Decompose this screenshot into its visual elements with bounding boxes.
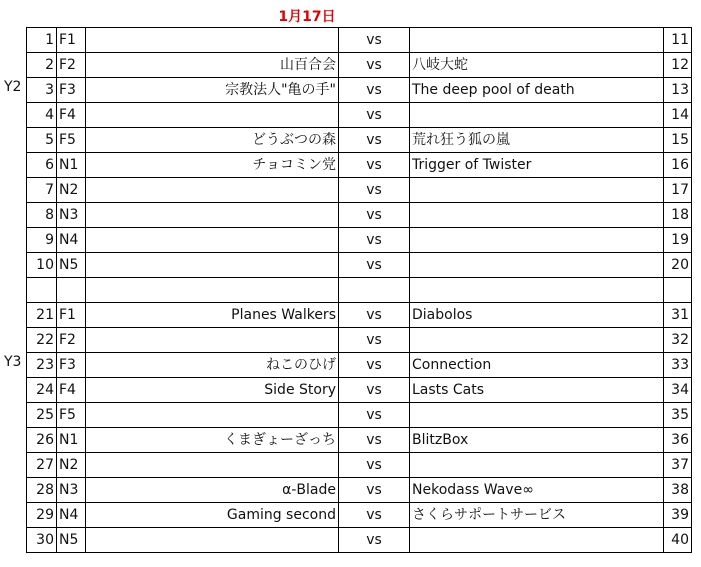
right-team-cell: Diabolos [410, 303, 664, 328]
opponent-number-cell: 14 [664, 103, 692, 128]
match-number-cell: 10 [27, 253, 57, 278]
opponent-number-cell: 18 [664, 203, 692, 228]
empty-cell [339, 278, 410, 303]
court-code-cell: F5 [57, 403, 86, 428]
table-row [27, 153, 692, 178]
table-row [27, 403, 692, 428]
table-row [27, 178, 692, 203]
match-number-cell: 23 [27, 353, 57, 378]
vs-cell: vs [339, 228, 410, 253]
court-code-cell: N1 [57, 153, 86, 178]
vs-cell: vs [339, 78, 410, 103]
vs-cell: vs [339, 453, 410, 478]
vs-cell: vs [339, 53, 410, 78]
left-team-cell [86, 228, 339, 253]
right-team-cell [410, 103, 664, 128]
court-code-cell: N3 [57, 478, 86, 503]
right-team-cell: Nekodass Wave∞ [410, 478, 664, 503]
left-team-cell [86, 453, 339, 478]
court-code-cell: F4 [57, 103, 86, 128]
opponent-number-cell: 35 [664, 403, 692, 428]
empty-cell [664, 278, 692, 303]
opponent-number-cell: 16 [664, 153, 692, 178]
match-number-cell: 30 [27, 528, 57, 553]
vs-cell: vs [339, 103, 410, 128]
match-number-cell: 7 [27, 178, 57, 203]
empty-cell [410, 278, 664, 303]
court-code-cell: N1 [57, 428, 86, 453]
left-team-cell: どうぶつの森 [86, 128, 339, 153]
match-number-cell: 2 [27, 53, 57, 78]
table-row [27, 128, 692, 153]
left-team-cell: ねこのひげ [86, 353, 339, 378]
table-row [27, 328, 692, 353]
vs-cell: vs [339, 303, 410, 328]
court-code-cell: N5 [57, 528, 86, 553]
vs-cell: vs [339, 178, 410, 203]
right-team-cell: さくらサポートサービス [410, 503, 664, 528]
opponent-number-cell: 38 [664, 478, 692, 503]
vs-cell: vs [339, 128, 410, 153]
opponent-number-cell: 17 [664, 178, 692, 203]
table-row [27, 28, 692, 53]
right-team-cell: Lasts Cats [410, 378, 664, 403]
left-team-cell: Gaming second [86, 503, 339, 528]
opponent-number-cell: 34 [664, 378, 692, 403]
vs-cell: vs [339, 153, 410, 178]
match-number-cell: 22 [27, 328, 57, 353]
table-row [27, 253, 692, 278]
right-team-cell: Trigger of Twister [410, 153, 664, 178]
opponent-number-cell: 15 [664, 128, 692, 153]
vs-cell: vs [339, 253, 410, 278]
opponent-number-cell: 20 [664, 253, 692, 278]
table-row [27, 53, 692, 78]
match-number-cell: 4 [27, 103, 57, 128]
left-team-cell: Planes Walkers [86, 303, 339, 328]
vs-cell: vs [339, 428, 410, 453]
opponent-number-cell: 11 [664, 28, 692, 53]
empty-cell [57, 278, 86, 303]
left-team-cell [86, 403, 339, 428]
opponent-number-cell: 13 [664, 78, 692, 103]
table-row [27, 528, 692, 553]
table-row [27, 353, 692, 378]
opponent-number-cell: 40 [664, 528, 692, 553]
table-row [27, 103, 692, 128]
vs-cell: vs [339, 403, 410, 428]
vs-cell: vs [339, 328, 410, 353]
opponent-number-cell: 19 [664, 228, 692, 253]
table-row [27, 428, 692, 453]
vs-cell: vs [339, 528, 410, 553]
court-code-cell: F2 [57, 53, 86, 78]
match-number-cell: 28 [27, 478, 57, 503]
vs-cell: vs [339, 378, 410, 403]
right-team-cell [410, 403, 664, 428]
group-label-y2: Y2 [4, 79, 22, 95]
table-row [27, 228, 692, 253]
court-code-cell: N2 [57, 178, 86, 203]
court-code-cell: F3 [57, 353, 86, 378]
opponent-number-cell: 31 [664, 303, 692, 328]
vs-cell: vs [339, 478, 410, 503]
match-number-cell: 8 [27, 203, 57, 228]
right-team-cell [410, 253, 664, 278]
court-code-cell: F1 [57, 303, 86, 328]
match-number-cell: 1 [27, 28, 57, 53]
vs-cell: vs [339, 28, 410, 53]
left-team-cell [86, 178, 339, 203]
court-code-cell: F4 [57, 378, 86, 403]
court-code-cell: F3 [57, 78, 86, 103]
vs-cell: vs [339, 503, 410, 528]
opponent-number-cell: 33 [664, 353, 692, 378]
right-team-cell: Connection [410, 353, 664, 378]
court-code-cell: F2 [57, 328, 86, 353]
match-number-cell: 5 [27, 128, 57, 153]
match-number-cell: 3 [27, 78, 57, 103]
court-code-cell: N4 [57, 228, 86, 253]
match-number-cell: 6 [27, 153, 57, 178]
table-row [27, 478, 692, 503]
court-code-cell: N2 [57, 453, 86, 478]
match-number-cell: 9 [27, 228, 57, 253]
right-team-cell: The deep pool of death [410, 78, 664, 103]
left-team-cell: 宗教法人"亀の手" [86, 78, 339, 103]
left-team-cell [86, 203, 339, 228]
right-team-cell [410, 528, 664, 553]
court-code-cell: F5 [57, 128, 86, 153]
right-team-cell [410, 328, 664, 353]
court-code-cell: F1 [57, 28, 86, 53]
right-team-cell: 八岐大蛇 [410, 53, 664, 78]
opponent-number-cell: 12 [664, 53, 692, 78]
opponent-number-cell: 36 [664, 428, 692, 453]
left-team-cell: Side Story [86, 378, 339, 403]
opponent-number-cell: 37 [664, 453, 692, 478]
left-team-cell: くまぎょーざっち [86, 428, 339, 453]
right-team-cell: BlitzBox [410, 428, 664, 453]
vs-cell: vs [339, 353, 410, 378]
left-team-cell: 山百合会 [86, 53, 339, 78]
table-row [27, 78, 692, 103]
left-team-cell [86, 328, 339, 353]
right-team-cell [410, 228, 664, 253]
right-team-cell [410, 453, 664, 478]
right-team-cell: 荒れ狂う狐の嵐 [410, 128, 664, 153]
left-team-cell: α-Blade [86, 478, 339, 503]
table-row [27, 453, 692, 478]
right-team-cell [410, 203, 664, 228]
vs-cell: vs [339, 203, 410, 228]
table-row [27, 303, 692, 328]
group-label-y3: Y3 [4, 354, 22, 370]
match-number-cell: 21 [27, 303, 57, 328]
left-team-cell [86, 528, 339, 553]
sheet-title: 1月17日 [278, 9, 336, 25]
table-row [27, 503, 692, 528]
left-team-cell [86, 103, 339, 128]
match-number-cell: 29 [27, 503, 57, 528]
left-team-cell [86, 28, 339, 53]
table-row [27, 378, 692, 403]
match-number-cell: 24 [27, 378, 57, 403]
match-number-cell: 25 [27, 403, 57, 428]
court-code-cell: N5 [57, 253, 86, 278]
match-number-cell: 26 [27, 428, 57, 453]
left-team-cell: チョコミン党 [86, 153, 339, 178]
court-code-cell: N4 [57, 503, 86, 528]
right-team-cell [410, 178, 664, 203]
match-number-cell: 27 [27, 453, 57, 478]
empty-cell [86, 278, 339, 303]
match-table [26, 27, 692, 553]
empty-cell [27, 278, 57, 303]
right-team-cell [410, 28, 664, 53]
left-team-cell [86, 253, 339, 278]
table-row [27, 203, 692, 228]
court-code-cell: N3 [57, 203, 86, 228]
separator-row [27, 278, 692, 303]
opponent-number-cell: 32 [664, 328, 692, 353]
opponent-number-cell: 39 [664, 503, 692, 528]
